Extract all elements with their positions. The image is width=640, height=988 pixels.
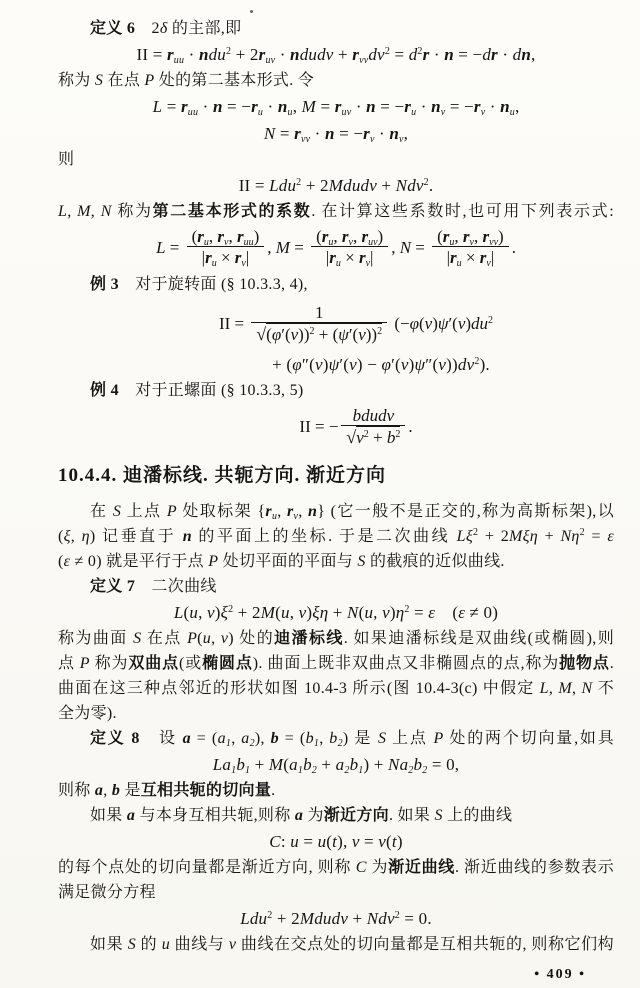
text-line: 则称 a, b 是互相共轭的切向量.: [58, 782, 276, 799]
formula-N-definition: $N = r_{vv} \cdot n = -r_v \cdot n_v$,: [263, 124, 409, 145]
definition-7-lead: 定义 7 二次曲线: [90, 578, 217, 595]
formula-second-fundamental-form: II = $r_{uu} \cdot ndu^2 + 2r_{uv}$ · ndudv + $r_{vv}dv^2 = d^2r \cdot n = -dr$ · dn,: [136, 45, 536, 66]
page-number: • 409 •: [534, 967, 586, 982]
text-line: 则: [58, 151, 75, 168]
text-line: 称为曲面 S 在点 P(u, v) 处的迪潘标线. 如果迪潘标线是双曲线(或椭圆),则: [58, 630, 615, 647]
formula-helicoid: II = − $\frac{\text{bdudv}}{√v^2 + b^2}$ .: [299, 405, 413, 447]
text-line: 如果 S 的 u 曲线与 v 曲线在交点处的切向量都是互相共轭的, 则称它们构: [90, 936, 614, 953]
text-line: L, M, N 称为第二基本形式的系数. 在计算这些系数时,也可用下列表示式:: [58, 203, 614, 220]
formula-II-LMN: II = Ldu$^2$ + 2Mdudv + Ndv$^2$.: [238, 176, 434, 195]
scan-speck: [250, 10, 253, 13]
formula-surface-of-revolution-cont: + $(\varphi''(v)\psi'(v) - \varphi'(v)\psi''(v))dv^2$).: [272, 355, 490, 374]
formula-L-M-definition: $L = r_{uu} \cdot n = -r_u \cdot n_u$, $M = r_{uv} \cdot n = -r_u \cdot n_v = -r_v \cdot n_u$,: [152, 97, 520, 118]
formula-LMN-triple-products: L = $\frac{(r_u, r_v, r_{uu})}{|r_u \times r_v|}$ , M = $\frac{(r_u, r_v, r_{uv})}{|r_u \times r_v|}$ , N = $\frac{(r_u, r_v, r_{vv})}{|r_u \times r_v|}$ .: [156, 227, 516, 270]
text-line: 称为 S 在点 P 处的第二基本形式. 令: [58, 72, 315, 89]
text-line: 的每个点处的切向量都是渐近方向, 则称 C 为渐近曲线. 渐近曲线的参数表示: [58, 859, 614, 876]
text-line: 如果 a 与本身互相共轭,则称 a 为渐近方向. 如果 S 上的曲线: [90, 807, 513, 824]
text-line: 满足微分方程: [58, 884, 156, 901]
text-line: 在 S 上点 P 处取标架 {$r_u$, $r_v$, n} (它一般不是正交的,称为高斯标架),以: [90, 503, 615, 522]
text-line: 曲面在这三种点邻近的形状如图 10.4-3 所示(图 10.4-3(c) 中假定 L, M, N 不: [58, 680, 614, 697]
formula-dupin-indicatrix: L(u, $v)\xi^2 + 2M(u$, v)ξη + N(u, $v)\eta^2 = \varepsilon$ (ε ≠ 0): [173, 603, 499, 622]
example-4-lead: 例 4 对于正螺面 (§ 10.3.3, 5): [90, 382, 304, 399]
section-heading: 10.4.4. 迪潘标线. 共轭方向. 渐近方向: [58, 465, 387, 486]
definition-6-lead: 定义 6 2δ 的主部,即: [90, 20, 242, 37]
definition-8-lead: 定义 8 设 $a = (a_1$, $a_2$), $b = (b_1$, $b_2$) 是 S 上点 P 处的两个切向量,如具: [90, 730, 614, 749]
formula-conjugate-condition: $La_1b_1 + M(a_1b_2 + a_2b_1) + Na_2b_2 = 0$,: [212, 755, 460, 776]
text-line: 点 P 称为双曲点(或椭圆点). 曲面上既非双曲点又非椭圆点的点,称为抛物点.: [58, 655, 615, 672]
formula-asymptotic-ode: Ldu$^2$ + 2Mdudv + Ndv$^2$ = 0.: [240, 909, 432, 928]
example-3-lead: 例 3 对于旋转面 (§ 10.3.3, 4),: [90, 276, 308, 293]
text-line: (ε ≠ 0) 就是平行于点 P 处切平面的平面与 S 的截痕的近似曲线.: [58, 553, 505, 570]
formula-surface-of-revolution: II = $\frac{1}{√(\varphi'(v))^2 + (\psi'(v))^2}$ ($-\varphi(v)\psi'(v)du^2$: [218, 302, 494, 344]
formula-curve-C: C: u = u(t), v = v(t): [269, 832, 403, 851]
text-line: 全为零).: [58, 705, 117, 722]
page-body: [58, 16, 614, 957]
text-line: (ξ, η) 记垂直于 n 的平面上的坐标. 于是二次曲线 $L\xi^2 + 2M\xi\eta + N\eta^2 = \varepsilon$: [58, 527, 614, 545]
